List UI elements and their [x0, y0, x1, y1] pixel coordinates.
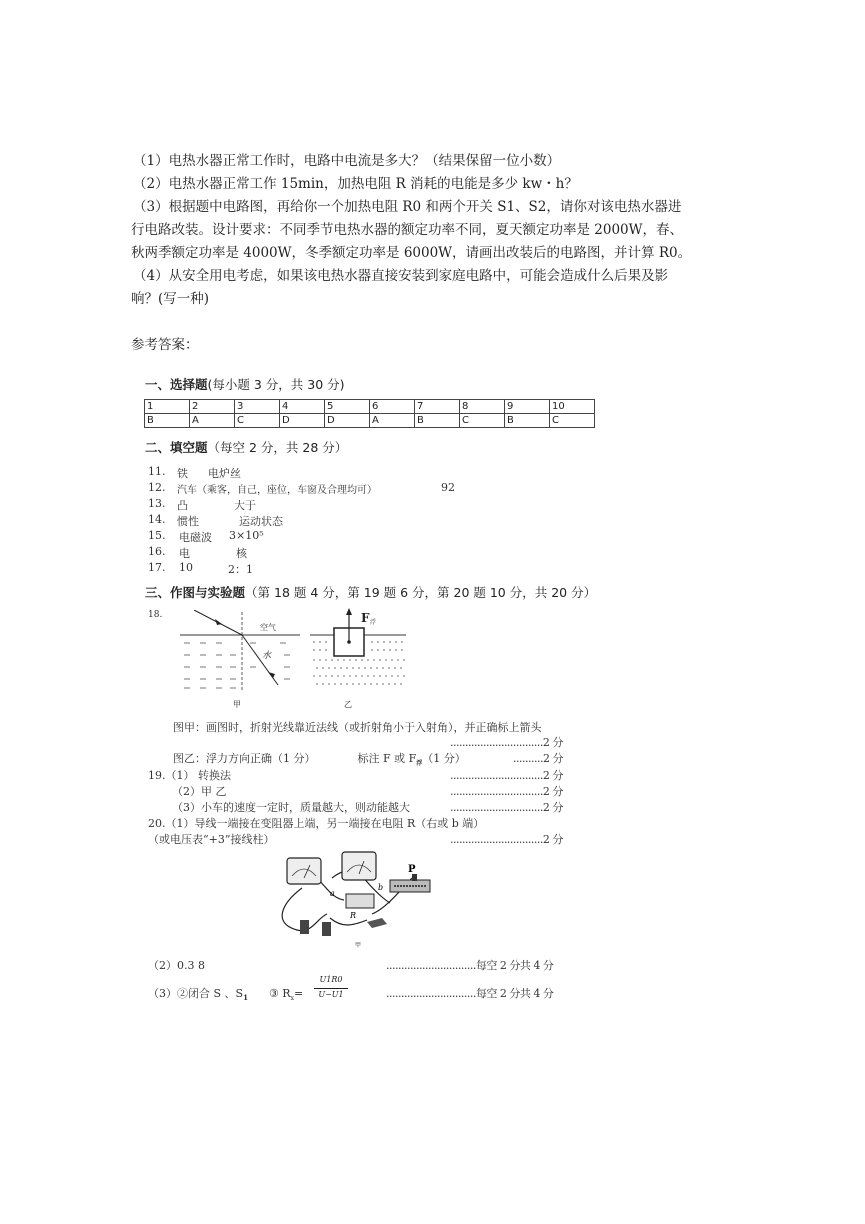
force-label: F: [361, 611, 370, 625]
note-yi-b: 标注 F 或 F: [357, 752, 417, 765]
ammeter-icon: [287, 858, 321, 884]
item-number: 17.: [148, 561, 166, 574]
item-answer-b: 2：1: [228, 563, 253, 576]
item-number: 13.: [148, 497, 166, 510]
table-cell: 1: [145, 400, 190, 414]
table-cell: C: [460, 414, 505, 428]
note-yi-a: 图乙：浮力方向正确（1 分）: [173, 752, 316, 765]
q19-3: （3）小车的速度一定时，质量越大，则动能越大: [172, 801, 410, 814]
force-arrow-icon: [346, 608, 352, 615]
table-cell: C: [550, 414, 595, 428]
table-cell: 3: [235, 400, 280, 414]
fraction-bar: [314, 988, 348, 989]
q19-2: （2）甲 乙: [172, 785, 227, 798]
air-label: 空气: [260, 623, 276, 632]
question-4-line2: 响？(写一种): [131, 291, 210, 307]
slider-label: P: [408, 864, 416, 875]
table-cell: 5: [325, 400, 370, 414]
table-cell: 8: [460, 400, 505, 414]
table-cell: 10: [550, 400, 595, 414]
item-answer-a: 凸: [177, 499, 188, 512]
q20-1-score: ...............................2 分: [450, 833, 563, 846]
item-answer-b: 电炉丝: [208, 467, 241, 480]
item-answer-a: 电: [179, 547, 190, 560]
q20-3-a: （3）②闭合 S 、S: [148, 987, 244, 1000]
center-point: [347, 640, 351, 644]
section1-note: (每小题 3 分，共 30 分): [207, 377, 345, 392]
section2-header: [145, 438, 347, 456]
section1-title: 一、选择题: [145, 377, 208, 392]
q20-1-line1: 20.（1）导线一端接在变阻器上端，另一端接在电阻 R（右或 b 端）: [148, 817, 485, 830]
table-cell: B: [505, 414, 550, 428]
fill-item-13: [148, 497, 256, 512]
q20-1-line2: （或电压表“+3”接线柱）: [148, 833, 275, 846]
score-jia: ...............................2 分: [450, 736, 563, 749]
table-cell: A: [370, 414, 415, 428]
fill-item-17: [148, 561, 253, 576]
q19-1-score: ...............................2 分: [450, 769, 563, 782]
q20-2: （2）0.3 8: [148, 959, 205, 972]
item-answer-a: 惯性: [177, 515, 199, 528]
q20-3-sub: 1: [243, 993, 248, 1003]
item-answer-b: 92: [441, 481, 455, 494]
force-subscript: 浮: [370, 619, 377, 626]
note-yi: [173, 750, 466, 767]
answer-title: 参考答案：: [131, 337, 199, 353]
question-1: （1）电热水器正常工作时，电路中电流是多大？（结果保留一位小数）: [133, 153, 561, 169]
note-yi-c: （1 分）: [422, 752, 466, 765]
table-row-numbers: [145, 400, 595, 414]
note-jia: 图甲：画图时，折射光线靠近法线（或折射角小于入射角），并正确标上箭头: [173, 721, 542, 734]
fill-item-14: [148, 513, 283, 528]
q20-3-score: ..............................每空 2 分共 4 分: [386, 987, 554, 1000]
terminal-b-label: b: [378, 883, 384, 892]
battery-icon: [322, 922, 331, 936]
table-cell: 4: [280, 400, 325, 414]
table-cell: B: [145, 414, 190, 428]
resistor-label: R: [350, 911, 357, 920]
water-dashes: [184, 643, 290, 688]
q19-3-score: ...............................2 分: [450, 801, 563, 814]
q20-3: [148, 985, 303, 1002]
formula-numerator: U1R0: [319, 975, 343, 984]
refraction-diagram: [180, 610, 300, 690]
section1-header: [145, 375, 345, 393]
fill-item-12: [148, 481, 455, 496]
question-4-line1: （4）从安全用电考虑，如果该电热水器直接安装到家庭电路中，可能会造成什么后果及影: [133, 268, 669, 284]
table-cell: B: [415, 414, 460, 428]
item-answer-a: 铁: [177, 467, 188, 480]
table-cell: D: [280, 414, 325, 428]
section2-note: （每空 2 分，共 28 分）: [207, 440, 348, 455]
voltmeter-icon: [342, 852, 376, 880]
table-cell: 2: [190, 400, 235, 414]
figure-yi-caption: 乙: [344, 700, 352, 709]
item-number: 14.: [148, 513, 166, 526]
item-answer-b: 运动状态: [239, 515, 283, 528]
item-answer-a: 汽车（乘客，自己，座位，车窗及合理均可）: [177, 485, 377, 496]
buoyancy-diagram: [308, 608, 408, 690]
item-answer-a: 10: [179, 561, 193, 574]
switch-icon: [367, 918, 387, 928]
item-number: 15.: [148, 529, 166, 542]
formula-denominator: U−U1: [318, 990, 344, 999]
water-label: 水: [262, 651, 272, 661]
item-answer-b: 3×10⁵: [229, 529, 264, 542]
table-cell: 6: [370, 400, 415, 414]
question-2: （2）电热水器正常工作 15min，加热电阻 R 消耗的电能是多少 kw・h？: [133, 176, 578, 192]
resistor-icon: [346, 894, 374, 908]
circuit-caption: 甲: [355, 942, 362, 949]
q19-2-score: ...............................2 分: [450, 785, 563, 798]
refracted-arrow-icon: [268, 672, 275, 678]
answer-table: [144, 399, 595, 428]
question-3-line3: 秋两季额定功率是 4000W，冬季额定功率是 6000W，请画出改装后的电路图，并计算 R0。: [131, 245, 692, 261]
section2-title: 二、填空题: [145, 440, 208, 455]
item-answer-b: 大于: [234, 499, 256, 512]
section3-note: （第 18 题 4 分，第 19 题 6 分，第 20 题 10 分，共 20 分）: [245, 585, 597, 600]
battery-icon: [300, 920, 309, 934]
q19-1: 19.（1） 转换法: [148, 769, 231, 782]
question-3-line2: 行电路改装。设计要求：不同季节电热水器的额定功率不同，夏天额定功率是 2000W，春、: [131, 222, 684, 238]
q20-3-b: ③ R: [268, 987, 291, 1000]
section3-title: 三、作图与实验题: [145, 585, 246, 600]
note-yi-sub: 浮: [416, 760, 423, 768]
item-answer-b: 核: [236, 547, 247, 560]
incident-arrow-icon: [215, 619, 222, 625]
table-cell: D: [325, 414, 370, 428]
table-cell: 7: [415, 400, 460, 414]
q18-number: 18.: [148, 610, 163, 620]
q20-3-eq: =: [293, 987, 304, 1000]
table-cell: 9: [505, 400, 550, 414]
table-cell: C: [235, 414, 280, 428]
table-cell: A: [190, 414, 235, 428]
q20-2-score: ..............................每空 2 分共 4 分: [386, 959, 554, 972]
terminal-a-label: a: [330, 889, 335, 898]
circuit-diagram: [272, 848, 432, 948]
item-answer-a: 电磁波: [179, 531, 212, 544]
section3-header: [145, 583, 596, 601]
q20-3-sub2: x: [290, 995, 294, 1003]
fill-item-16: [148, 545, 247, 560]
item-number: 11.: [148, 465, 166, 478]
fill-item-11: [148, 465, 241, 480]
question-3-line1: （3）根据题中电路图，再给你一个加热电阻 R0 和两个开关 S1、S2，请你对该电热水器进: [133, 199, 682, 215]
item-number: 16.: [148, 545, 166, 558]
score-yi: ..........2 分: [513, 752, 563, 765]
item-number: 12.: [148, 481, 166, 494]
figure-jia-caption: 甲: [233, 700, 241, 709]
fill-item-15: [148, 529, 264, 544]
table-row-answers: [145, 414, 595, 428]
